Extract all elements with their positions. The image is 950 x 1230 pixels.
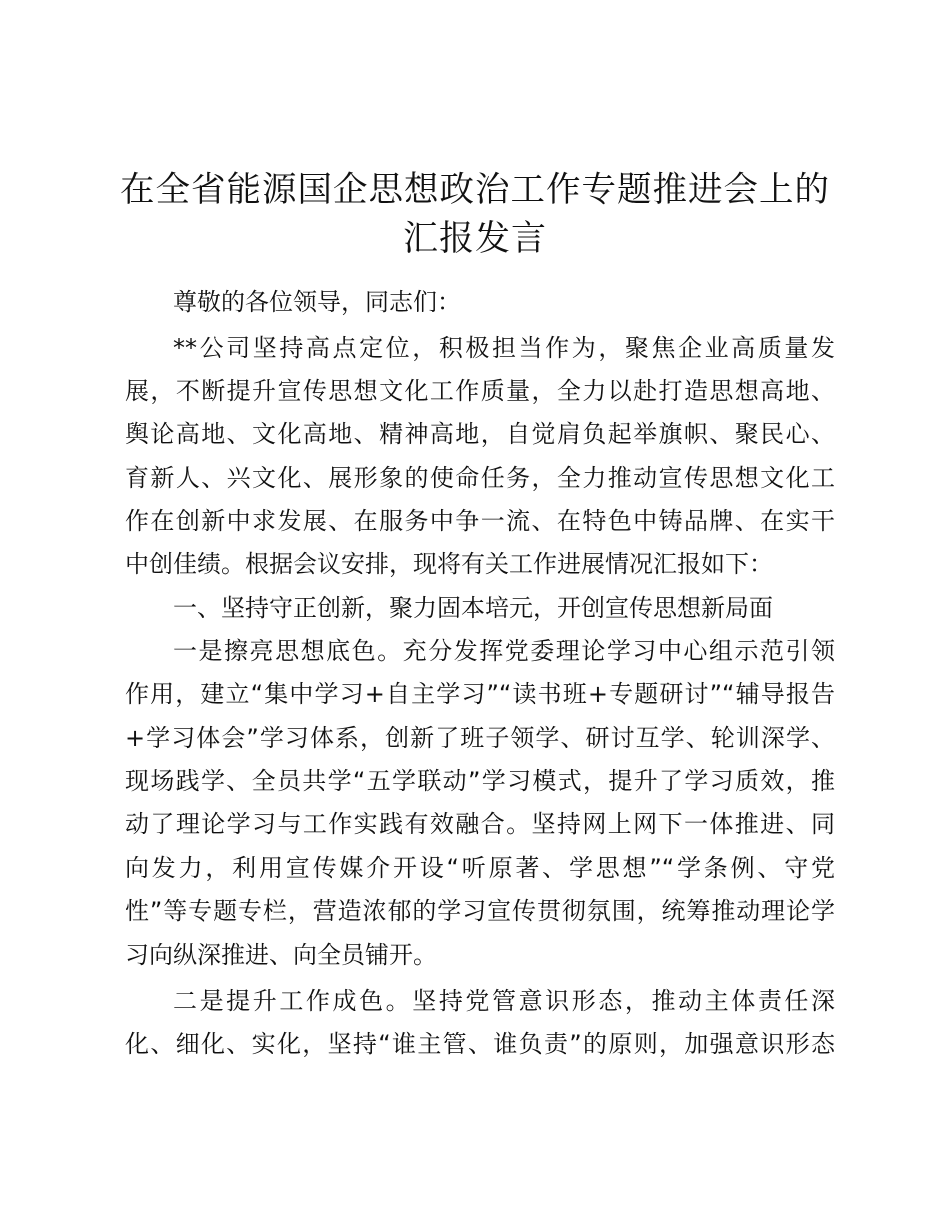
paragraph-line: 育新人、兴文化、展形象的使命任务，全力推动宣传思想文化工	[125, 464, 835, 492]
paragraph-line: 性”等专题专栏，营造浓郁的学习宣传贯彻氛围，统筹推动理论学	[125, 897, 835, 925]
paragraph-line: 习向纵深推进、向全员铺开。	[125, 941, 437, 969]
paragraph-line: 一是擦亮思想底色。充分发挥党委理论学习中心组示范引领	[173, 637, 835, 665]
paragraph-line: 化、细化、实化，坚持“谁主管、谁负责”的原则，加强意识形态	[125, 1030, 835, 1058]
paragraph-line: 现场践学、全员共学“五学联动”学习模式，提升了学习质效，推	[125, 767, 835, 795]
paragraph-line: **公司坚持高点定位，积极担当作为，聚焦企业高质量发	[173, 334, 835, 362]
section-heading: 一、坚持守正创新，聚力固本培元，开创宣传思想新局面	[173, 594, 773, 622]
paragraph-line: 中创佳绩。根据会议安排，现将有关工作进展情况汇报如下：	[125, 550, 773, 578]
paragraph-line: 二是提升工作成色。坚持党管意识形态，推动主体责任深	[173, 987, 835, 1015]
paragraph-line: 舆论高地、文化高地、精神高地，自觉肩负起举旗帜、聚民心、	[125, 420, 835, 448]
paragraph-line: 向发力，利用宣传媒介开设“听原著、学思想”“学条例、守党	[125, 854, 835, 882]
paragraph-line: 作在创新中求发展、在服务中争一流、在特色中铸品牌、在实干	[125, 507, 835, 535]
paragraph-line: 动了理论学习与工作实践有效融合。坚持网上网下一体推进、同	[125, 810, 835, 838]
paragraph-line: 作用，建立“集中学习+自主学习”“读书班+专题研讨”“辅导报告	[125, 680, 835, 708]
paragraph-line: +学习体会”学习体系，创新了班子领学、研讨互学、轮训深学、	[125, 724, 835, 752]
paragraph-line: 展，不断提升宣传思想文化工作质量，全力以赴打造思想高地、	[125, 377, 835, 405]
salutation: 尊敬的各位领导，同志们：	[173, 288, 461, 316]
document-title-line-1: 在全省能源国企思想政治工作专题推进会上的	[120, 170, 830, 210]
document-title-line-2: 汇报发言	[402, 219, 547, 259]
